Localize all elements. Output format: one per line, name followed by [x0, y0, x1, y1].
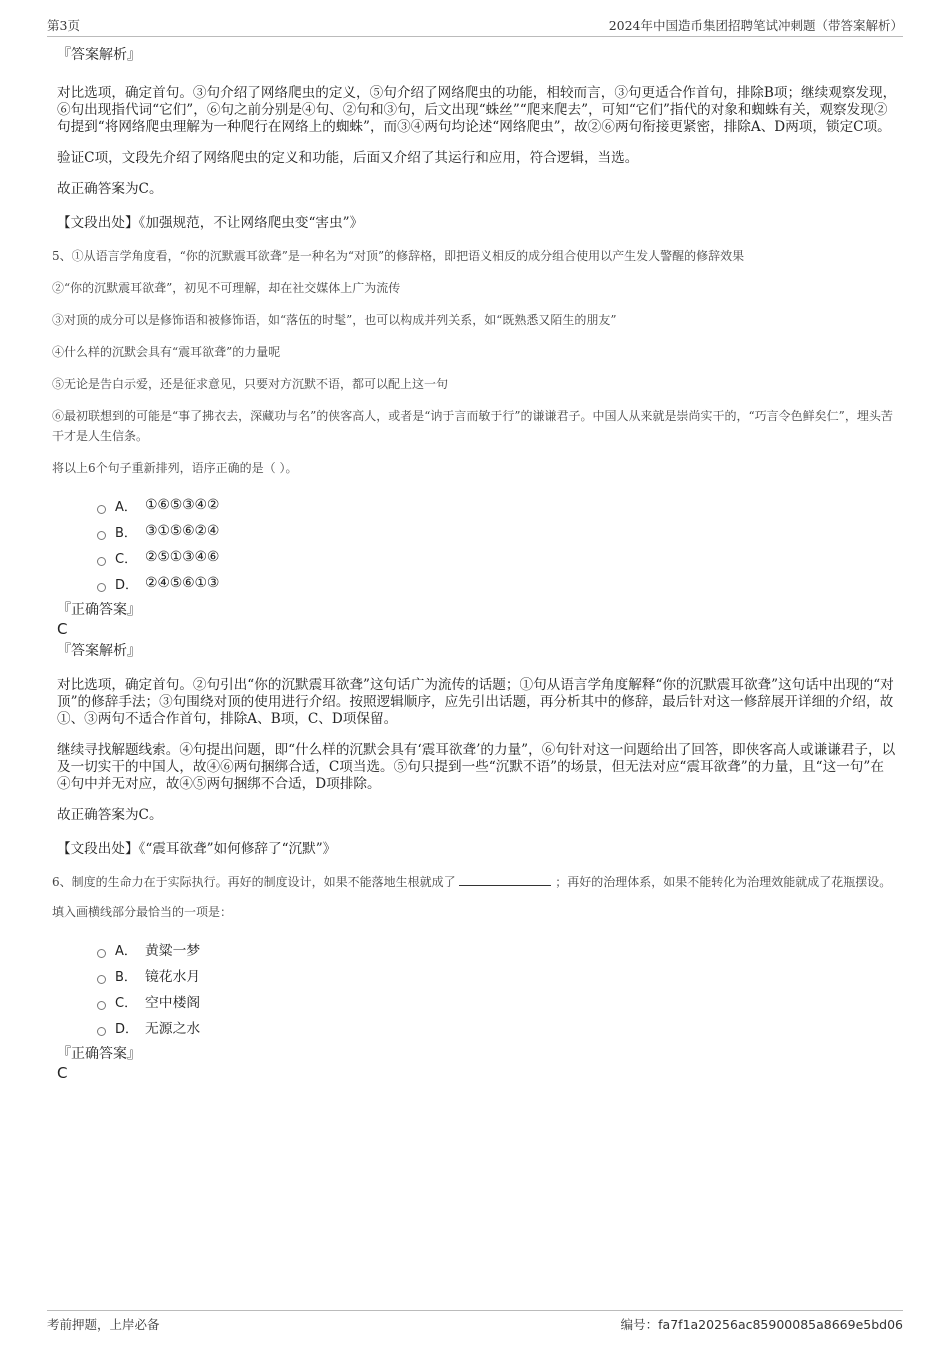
footer-slogan: 考前押题，上岸必备 — [47, 1317, 160, 1332]
q6-option-a[interactable]: A． 黄粱一梦 — [97, 936, 897, 962]
q6-option-b[interactable]: B． 镜花水月 — [97, 962, 897, 988]
question-5 — [52, 246, 897, 858]
q5-sentence-4: ④什么样的沉默会具有“震耳欲聋”的力量呢 — [52, 345, 281, 359]
page-footer — [47, 1310, 903, 1333]
page-number: 第3页 — [47, 18, 80, 33]
radio-button[interactable] — [97, 1001, 106, 1010]
radio-button[interactable] — [97, 949, 106, 958]
analysis-paragraph: 故正确答案为C。 — [57, 181, 163, 197]
q5-sentence-2: ②“你的沉默震耳欲聋”，初见不可理解，却在社交媒体上广为流传 — [52, 281, 401, 295]
q5-sentence-3: ③对顶的成分可以是修饰语和被修饰语，如“落伍的时髦”，也可以构成并列关系，如“既熟悉又陌生的朋友” — [52, 313, 617, 327]
q5-option-d[interactable]: D． ②④⑤⑥①③ — [97, 570, 897, 596]
q5-sentence-5: ⑤无论是告白示爱，还是征求意见，只要对方沉默不语，都可以配上这一句 — [52, 377, 449, 391]
q5-sentence-6: ⑥最初联想到的可能是“事了拂衣去，深藏功与名”的侠客高人，或者是“讷于言而敏于行”的谦谦君子。中国人从来就是崇尚实干的，“巧言令色鲜矣仁”，埋头苦干才是人生信条。 — [52, 409, 893, 443]
q6-stem: 6、制度的生命力在于实际执行。再好的制度设计，如果不能落地生根就成了 ；再好的治理体系，如果不能转化为治理效能就成了花瓶摆设。 — [52, 875, 892, 889]
radio-button[interactable] — [97, 505, 106, 514]
analysis-paragraph: 对比选项，确定首句。③句介绍了网络爬虫的定义，⑤句介绍了网络爬虫的功能，相较而言，③句更适合作首句，排除B项；继续观察发现，⑥句出现指代词“它们”，⑥句之前分别是④句、②句和③句，后文出现“蛛丝”“爬来爬去”，可知“它们”指代的对象和蜘蛛有关，观察发现②句提到“将网络爬虫理解为一种爬行在网络上的蜘蛛”，而③④两句均论述“网络爬虫”，故②⑥两句衔接更紧密，排除A、D两项，锁定C项。 — [57, 85, 897, 135]
source-note: 【文段出处】《“震耳欲聋”如何修辞了“沉默”》 — [57, 841, 337, 857]
q6-prompt: 填入画横线部分最恰当的一项是： — [52, 905, 233, 919]
q6-option-c[interactable]: C． 空中楼阁 — [97, 988, 897, 1014]
document-title: 2024年中国造币集团招聘笔试冲刺题（带答案解析） — [608, 18, 903, 33]
radio-button[interactable] — [97, 557, 106, 566]
fill-blank — [459, 873, 551, 886]
q6-option-d[interactable]: D． 无源之水 — [97, 1014, 897, 1040]
radio-button[interactable] — [97, 531, 106, 540]
page-content — [52, 45, 897, 1085]
q5-option-a[interactable]: A． ①⑥⑤③④② — [97, 492, 897, 518]
analysis-paragraph: 验证C项，文段先介绍了网络爬虫的定义和功能，后面又介绍了其运行和应用，符合逻辑，当选。 — [57, 150, 639, 166]
q5-option-b[interactable]: B． ③①⑤⑥②④ — [97, 518, 897, 544]
radio-button[interactable] — [97, 975, 106, 984]
radio-button[interactable] — [97, 1027, 106, 1036]
analysis-paragraph: 继续寻找解题线索。④句提出问题，即“什么样的沉默会具有‘震耳欲聋’的力量”，⑥句针对这一问题给出了回答，即侠客高人或谦谦君子，以及一切实干的中国人，故④⑥两句捆绑合适，C项当选。⑤句只提到一些“沉默不语”的场景，但无法对应“震耳欲聋”的力量，且“这一句”在④句中并无对应，故④⑤两句捆绑不合适，D项排除。 — [57, 742, 896, 792]
source-note: 【文段出处】《加强规范，不让网络爬虫变“害虫”》 — [57, 215, 364, 231]
analysis-paragraph: 故正确答案为C。 — [57, 807, 163, 823]
document-code: 编号：fa7f1a20256ac85900085a8669e5bd06 — [620, 1317, 903, 1332]
correct-answer-value: C — [57, 620, 68, 638]
q5-prompt: 将以上6个句子重新排列，语序正确的是（ ）。 — [52, 461, 298, 475]
analysis-label: 『答案解析』 — [57, 47, 141, 63]
correct-answer-label: 『正确答案』 — [57, 602, 141, 618]
radio-button[interactable] — [97, 583, 106, 592]
correct-answer-label: 『正确答案』 — [57, 1046, 141, 1062]
analysis-label: 『答案解析』 — [57, 643, 141, 659]
analysis-paragraph: 对比选项，确定首句。②句引出“你的沉默震耳欲聋”这句话广为流传的话题；①句从语言学角度解释“你的沉默震耳欲聋”这句话中出现的“对顶”的修辞手法；③句围绕对顶的使用进行介绍。按照逻辑顺序，应先引出话题，再分析其中的修辞，最后针对这一修辞展开详细的介绍，故①、③两句不适合作首句，排除A、B项，C、D项保留。 — [57, 677, 894, 727]
q5-sentence-1: 5、①从语言学角度看，“你的沉默震耳欲聋”是一种名为“对顶”的修辞格，即把语义相反的成分组合使用以产生发人警醒的修辞效果 — [52, 249, 745, 263]
question-6 — [52, 872, 897, 1083]
q5-option-c[interactable]: C． ②⑤①③④⑥ — [97, 544, 897, 570]
page-header — [47, 14, 903, 37]
correct-answer-value: C — [57, 1064, 68, 1082]
